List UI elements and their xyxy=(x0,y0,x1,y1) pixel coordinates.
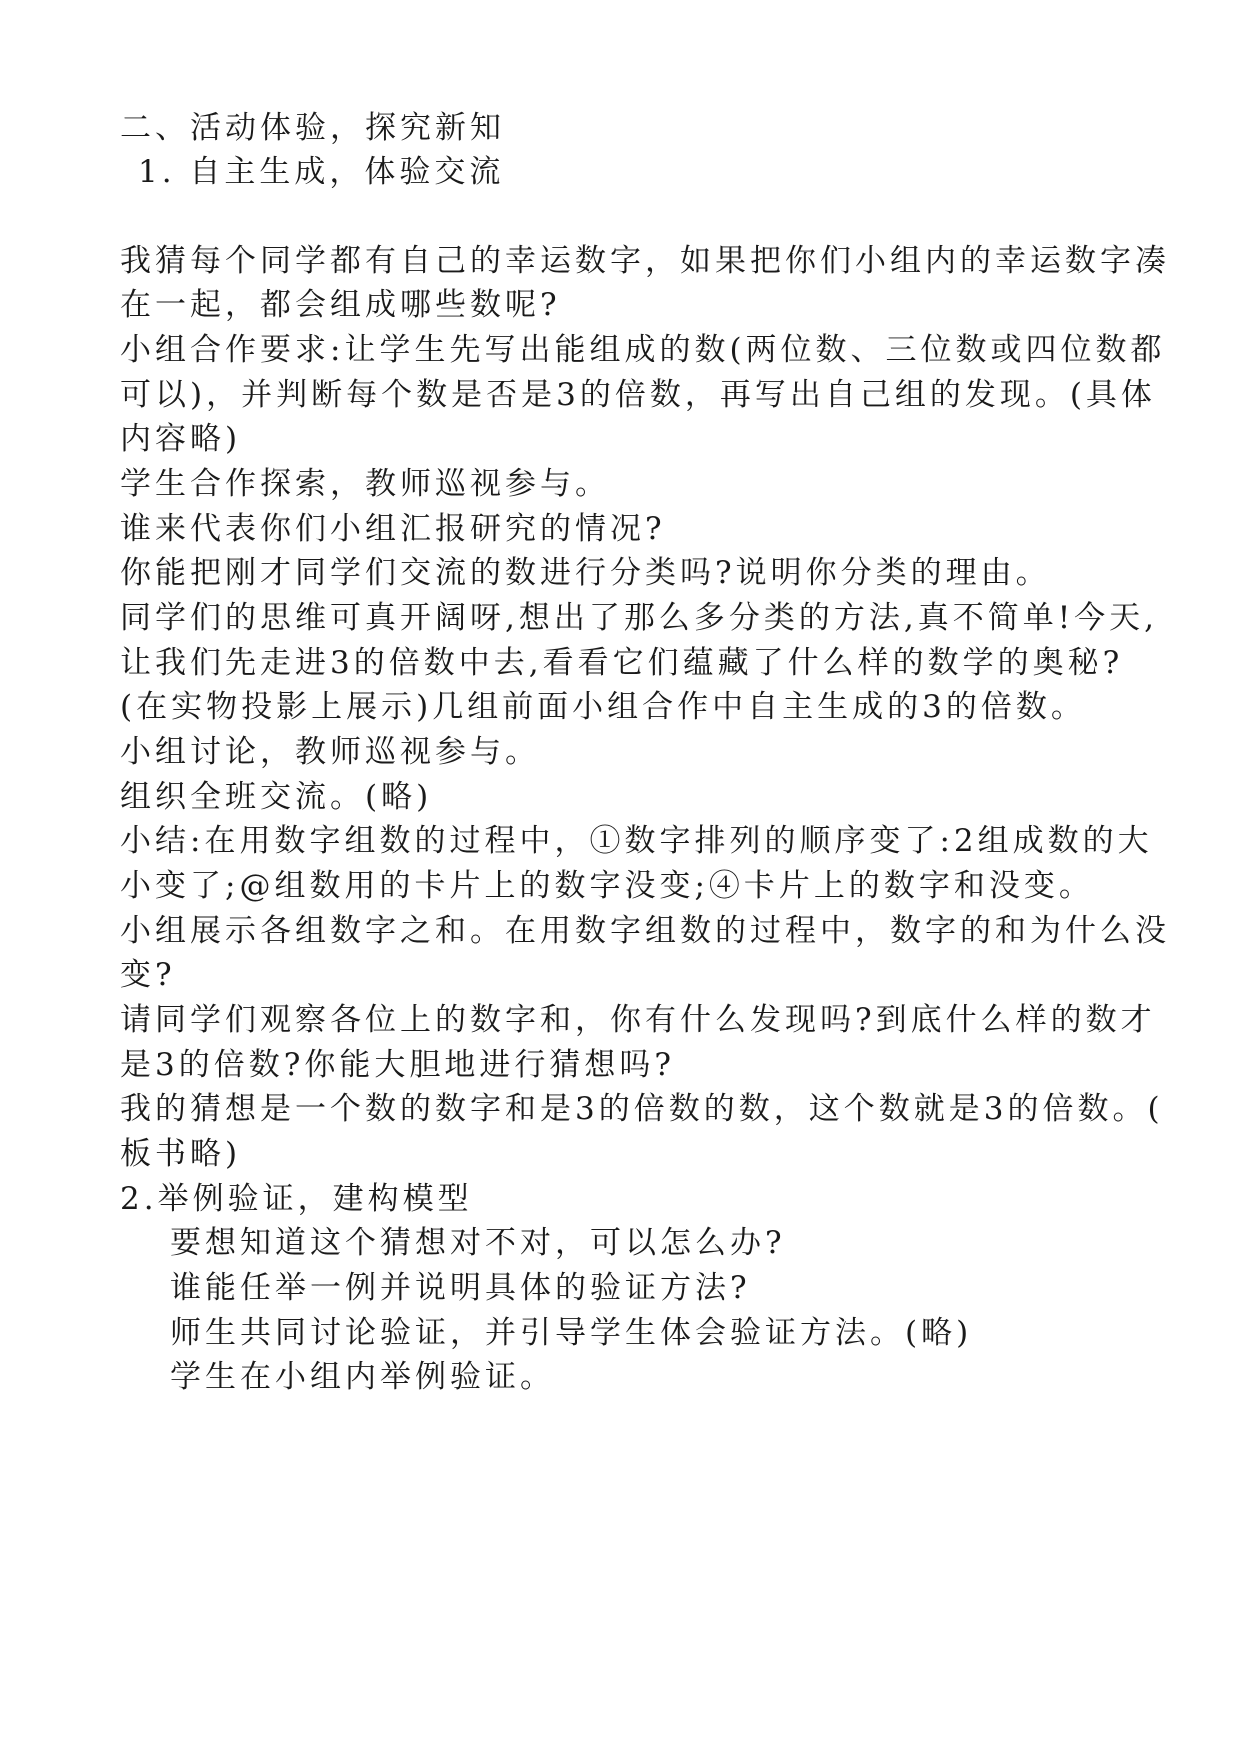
paragraph-line: (在实物投影上展示)几组前面小组合作中自主生成的3的倍数。 xyxy=(120,689,1086,725)
paragraph-line: 我的猜想是一个数的数字和是3的倍数的数，这个数就是3的倍数。( xyxy=(120,1091,1164,1127)
section-heading: 二、活动体验，探究新知 xyxy=(120,110,505,146)
indented-line: 学生在小组内举例验证。 xyxy=(170,1359,555,1395)
paragraph-line: 组织全班交流。(略) xyxy=(120,779,433,815)
indented-line: 谁能任举一例并说明具体的验证方法? xyxy=(170,1270,751,1306)
paragraph-line: 内容略) xyxy=(120,421,242,457)
paragraph-line: 同学们的思维可真开阔呀,想出了那么多分类的方法,真不简单!今天, xyxy=(120,600,1159,636)
paragraph-line: 小组展示各组数字之和。在用数字组数的过程中，数字的和为什么没 xyxy=(120,913,1170,949)
indented-line: 要想知道这个猜想对不对，可以怎么办? xyxy=(170,1225,786,1261)
paragraph-line: 变? xyxy=(120,957,176,993)
paragraph-line: 我猜每个同学都有自己的幸运数字，如果把你们小组内的幸运数字凑 xyxy=(120,243,1170,279)
subsection-heading-2: 2.举例验证，建构模型 xyxy=(120,1181,473,1217)
paragraph-line: 板书略) xyxy=(120,1136,242,1172)
paragraph-line: 请同学们观察各位上的数字和，你有什么发现吗?到底什么样的数才 xyxy=(120,1002,1156,1038)
indented-line: 师生共同讨论验证，并引导学生体会验证方法。(略) xyxy=(170,1315,973,1351)
paragraph-line: 是3的倍数?你能大胆地进行猜想吗? xyxy=(120,1047,675,1083)
paragraph-line: 学生合作探索，教师巡视参与。 xyxy=(120,466,610,502)
paragraph-line: 谁来代表你们小组汇报研究的情况? xyxy=(120,511,666,547)
subsection-heading-1: 1. 自主生成，体验交流 xyxy=(138,154,505,190)
paragraph-line: 在一起，都会组成哪些数呢? xyxy=(120,287,561,323)
paragraph-line: 小组合作要求:让学生先写出能组成的数(两位数、三位数或四位数都 xyxy=(120,332,1166,368)
paragraph-line: 让我们先走进3的倍数中去,看看它们蕴藏了什么样的数学的奥秘? xyxy=(120,645,1124,681)
paragraph-line: 小结:在用数字组数的过程中，①数字排列的顺序变了:2组成数的大 xyxy=(120,823,1153,859)
paragraph-line: 小变了;@组数用的卡片上的数字没变;④卡片上的数字和没变。 xyxy=(120,868,1094,904)
paragraph-line: 你能把刚才同学们交流的数进行分类吗?说明你分类的理由。 xyxy=(120,555,1051,591)
paragraph-line: 小组讨论，教师巡视参与。 xyxy=(120,734,540,770)
paragraph-line: 可以)，并判断每个数是否是3的倍数，再写出自己组的发现。(具体 xyxy=(120,377,1156,413)
